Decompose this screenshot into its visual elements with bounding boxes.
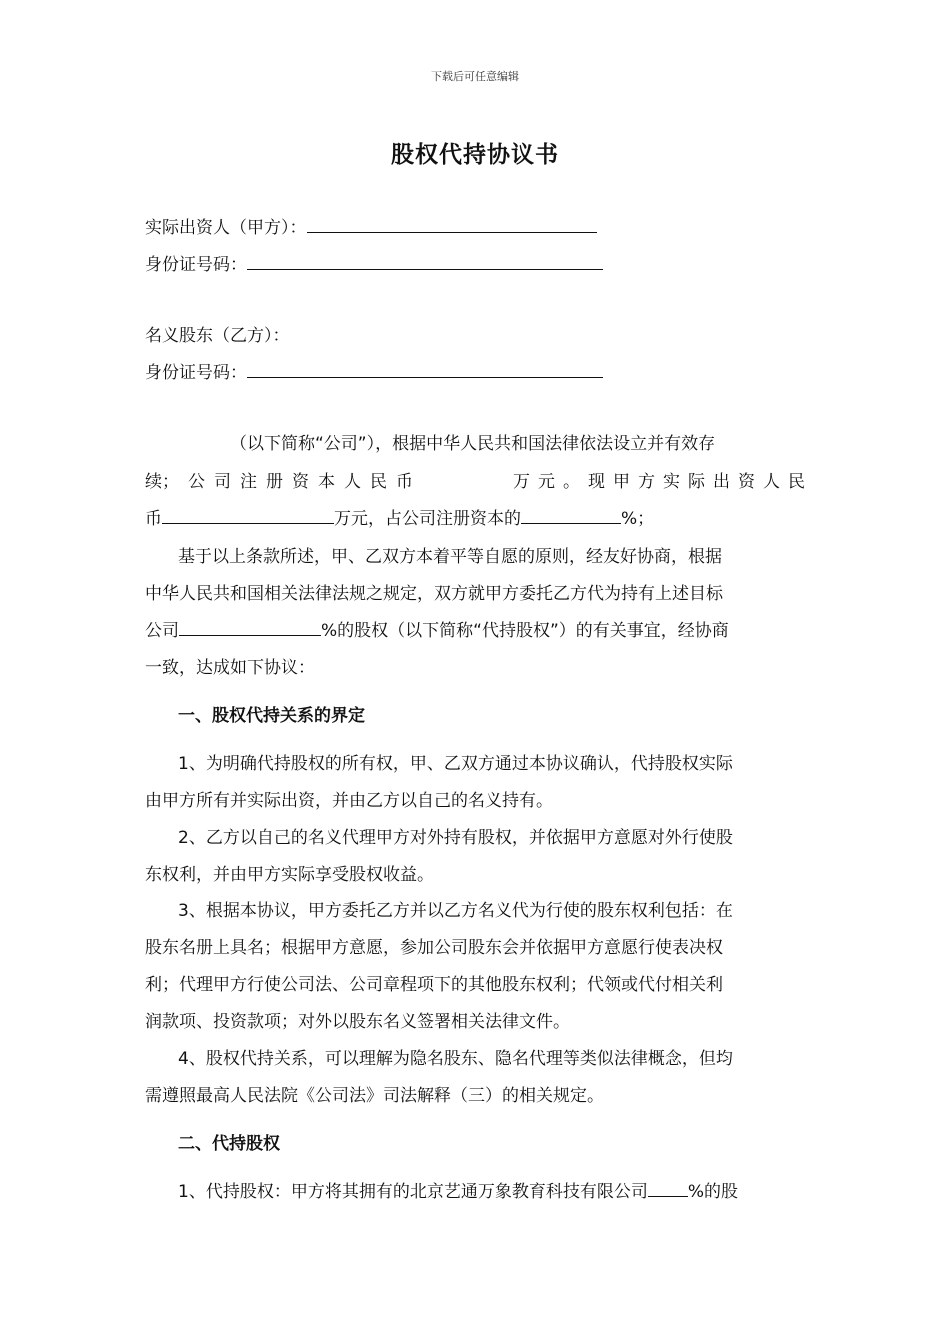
s1-clause-2-line-2: 东权利，并由甲方实际享受股权收益。 (145, 865, 434, 885)
intro-line-2-right-char: 人 (763, 472, 780, 492)
intro-line-2-left-char: 公 (188, 472, 205, 492)
entrusted-percent-blank[interactable] (179, 619, 321, 636)
preamble-line-1: 基于以上条款所述，甲、乙双方本着平等自愿的原则，经友好协商，根据 (178, 547, 722, 567)
intro-line-3-c: %； (621, 509, 655, 529)
intro-capital-gap (413, 470, 513, 494)
id-a-label: 身份证号码： (145, 255, 247, 275)
document-title: 股权代持协议书 (391, 142, 559, 168)
s2-clause-1-line-1 (178, 1180, 738, 1204)
preamble-line-3 (145, 619, 729, 643)
intro-line-2-left-char: 资 (292, 472, 309, 492)
intro-line-2-left (145, 470, 413, 494)
id-b-blank[interactable] (247, 361, 603, 378)
intro-line-2-left-char: 册 (266, 472, 283, 492)
s1-clause-3-line-2: 股东名册上具名；根据甲方意愿，参加公司股东会并依据甲方意愿行使表决权 (145, 938, 723, 958)
section-1-heading: 一、股权代持关系的界定 (178, 706, 365, 726)
intro-line-3-b: 万元，占公司注册资本的 (334, 509, 521, 529)
intro-line-2-left-char: 民 (370, 472, 387, 492)
s1-clause-4-line-2: 需遵照最高人民法院《公司法》司法解释（三）的相关规定。 (145, 1086, 604, 1106)
party-a-label: 实际出资人（甲方）： (145, 218, 307, 238)
preamble-line-3-b: %的股权（以下简称“代持股权”）的有关事宜，经协商 (321, 621, 729, 641)
preamble-line-2: 中华人民共和国相关法律法规之规定，双方就甲方委托乙方代为持有上述目标 (145, 584, 723, 604)
intro-line-2 (145, 470, 805, 494)
intro-line-2-right-char: 元 (538, 472, 555, 492)
intro-line-2-right-char: 资 (738, 472, 755, 492)
id-b-line (145, 361, 603, 385)
intro-line-2-left-char: 续； (145, 472, 179, 492)
intro-line-2-right-char: 。 (563, 472, 580, 492)
intro-line-2-left-char: 本 (318, 472, 335, 492)
s1-clause-1-line-2: 由甲方所有并实际出资，并由乙方以自己的名义持有。 (145, 791, 553, 811)
intro-line-2-right-char: 甲 (613, 472, 630, 492)
id-a-blank[interactable] (247, 253, 603, 270)
intro-line-2-left-char: 币 (396, 472, 413, 492)
s1-clause-2-line-1: 2、乙方以自己的名义代理甲方对外持有股权，并依据甲方意愿对外行使股 (178, 828, 733, 848)
preamble-line-3-a: 公司 (145, 621, 179, 641)
s1-clause-4-line-1: 4、股权代持关系，可以理解为隐名股东、隐名代理等类似法律概念，但均 (178, 1049, 733, 1069)
s1-clause-1-line-1: 1、为明确代持股权的所有权，甲、乙双方通过本协议确认，代持股权实际 (178, 754, 733, 774)
s2-percent-blank[interactable] (648, 1180, 688, 1197)
intro-line-2-right-char: 方 (638, 472, 655, 492)
investment-amount-blank[interactable] (162, 507, 334, 524)
id-a-line (145, 253, 603, 277)
header-note: 下载后可任意编辑 (431, 70, 519, 83)
intro-line-2-right-char: 际 (688, 472, 705, 492)
s1-clause-3-line-4: 润款项、投资款项；对外以股东名义签署相关法律文件。 (145, 1012, 570, 1032)
intro-line-2-right-char: 出 (713, 472, 730, 492)
intro-line-2-right-char: 民 (788, 472, 805, 492)
intro-line-1: （以下简称“公司”），根据中华人民共和国法律依法设立并有效存 (230, 434, 716, 454)
s1-clause-3-line-1: 3、根据本协议，甲方委托乙方并以乙方名义代为行使的股东权利包括：在 (178, 901, 733, 921)
id-b-label: 身份证号码： (145, 363, 247, 383)
s2-clause-1-a: 1、代持股权：甲方将其拥有的北京艺通万象教育科技有限公司 (178, 1182, 648, 1202)
intro-line-3-a: 币 (145, 509, 162, 529)
intro-line-2-left-char: 人 (344, 472, 361, 492)
intro-line-3 (145, 507, 654, 531)
capital-percent-blank[interactable] (521, 507, 621, 524)
intro-line-2-right-char: 万 (513, 472, 530, 492)
section-2-heading: 二、代持股权 (178, 1134, 280, 1154)
party-a-blank[interactable] (307, 216, 597, 233)
intro-line-2-right-char: 实 (663, 472, 680, 492)
s2-clause-1-b: %的股 (687, 1182, 738, 1202)
s1-clause-3-line-3: 利；代理甲方行使公司法、公司章程项下的其他股东权利；代领或代付相关利 (145, 975, 723, 995)
party-b-label: 名义股东（乙方）： (145, 326, 290, 346)
intro-line-2-left-char: 司 (214, 472, 231, 492)
intro-line-2-left-char: 注 (240, 472, 257, 492)
intro-line-2-right (513, 470, 805, 494)
party-b-line (145, 324, 290, 348)
preamble-line-4: 一致，达成如下协议： (145, 658, 315, 678)
party-a-line (145, 216, 597, 240)
intro-line-2-right-char: 现 (588, 472, 605, 492)
